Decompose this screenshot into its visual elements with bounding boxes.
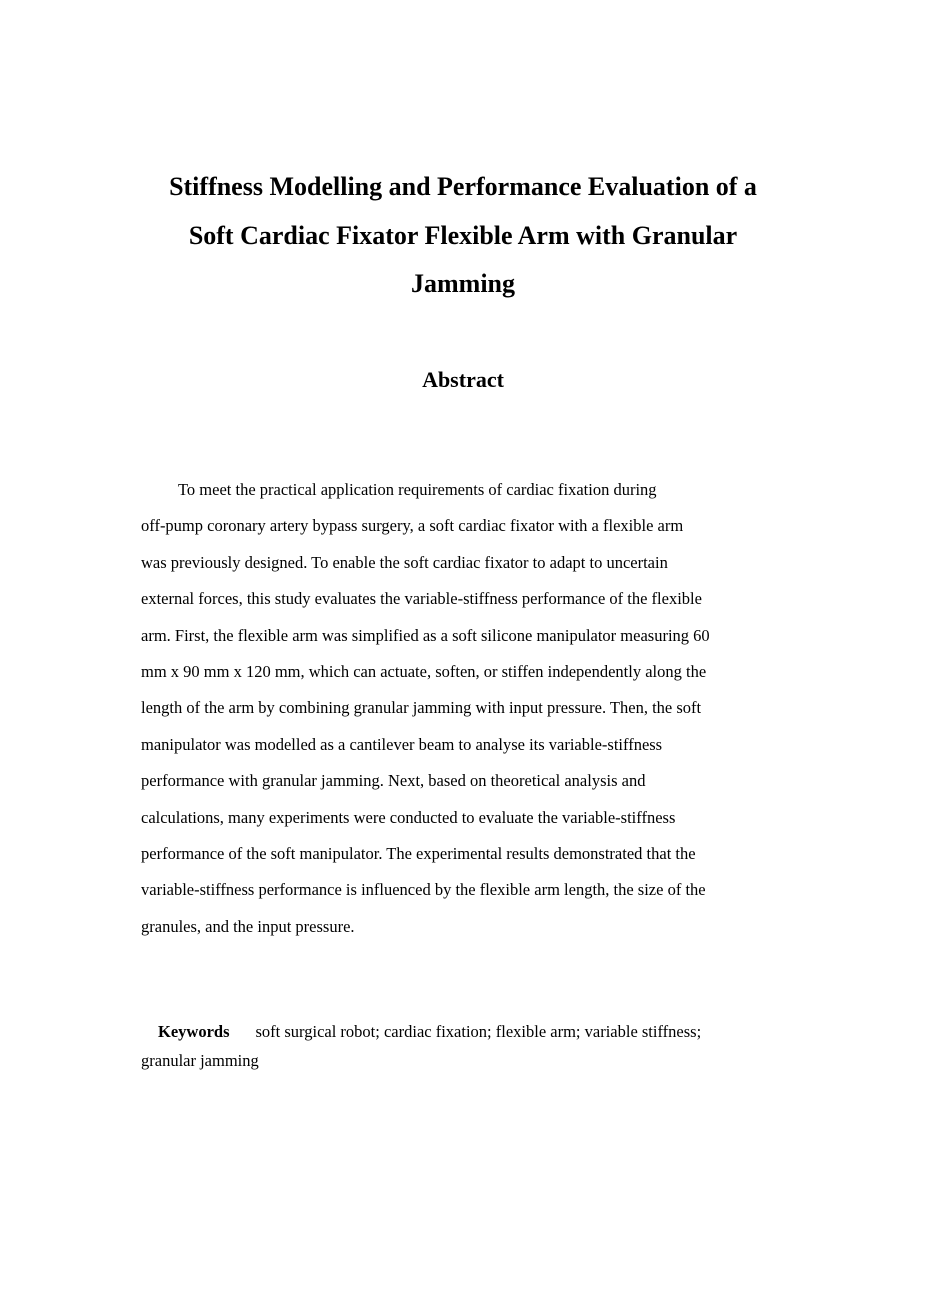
abstract-line: mm x 90 mm x 120 mm, which can actuate, soften, or stiffen independently along the (141, 662, 707, 682)
abstract-text (141, 472, 801, 945)
abstract-line: external forces, this study evaluates the variable-stiffness performance of the flexible (141, 589, 702, 609)
abstract-line: length of the arm by combining granular jamming with input pressure. Then, the soft (141, 698, 702, 718)
abstract-line: manipulator was modelled as a cantilever beam to analyse its variable-stiffness (141, 734, 663, 754)
abstract-line: arm. First, the flexible arm was simplified as a soft silicone manipulator measuring 60 (141, 625, 710, 645)
title-line: Jamming (411, 269, 515, 298)
abstract-line: granules, and the input pressure. (141, 916, 355, 936)
keywords-label: Keywords (158, 1022, 230, 1041)
abstract-line: off-pump coronary artery bypass surgery, a soft cardiac fixator with a flexible arm (141, 516, 684, 536)
keywords-text-continued: granular jamming (141, 1051, 259, 1070)
title-line: Soft Cardiac Fixator Flexible Arm with Granular (188, 220, 738, 250)
keywords-line (141, 1017, 801, 1046)
title-line: Stiffness Modelling and Performance Evaluation of a (169, 172, 757, 201)
abstract-line: To meet the practical application requirements of cardiac fixation during (178, 480, 657, 499)
abstract-line: calculations, many experiments were conducted to evaluate the variable-stiffness (141, 807, 676, 827)
abstract-line: performance with granular jamming. Next, based on theoretical analysis and (141, 771, 646, 791)
abstract-line: was previously designed. To enable the soft cardiac fixator to adapt to uncertain (141, 552, 668, 572)
abstract-line: variable-stiffness performance is influenced by the flexible arm length, the size of the (141, 880, 706, 900)
keywords-section (141, 1017, 801, 1075)
abstract-line: performance of the soft manipulator. The experimental results demonstrated that the (141, 844, 696, 864)
paper-title (100, 163, 826, 309)
abstract-heading: Abstract (422, 367, 504, 392)
keywords-text: soft surgical robot; cardiac fixation; flexible arm; variable stiffness; (255, 1022, 702, 1041)
